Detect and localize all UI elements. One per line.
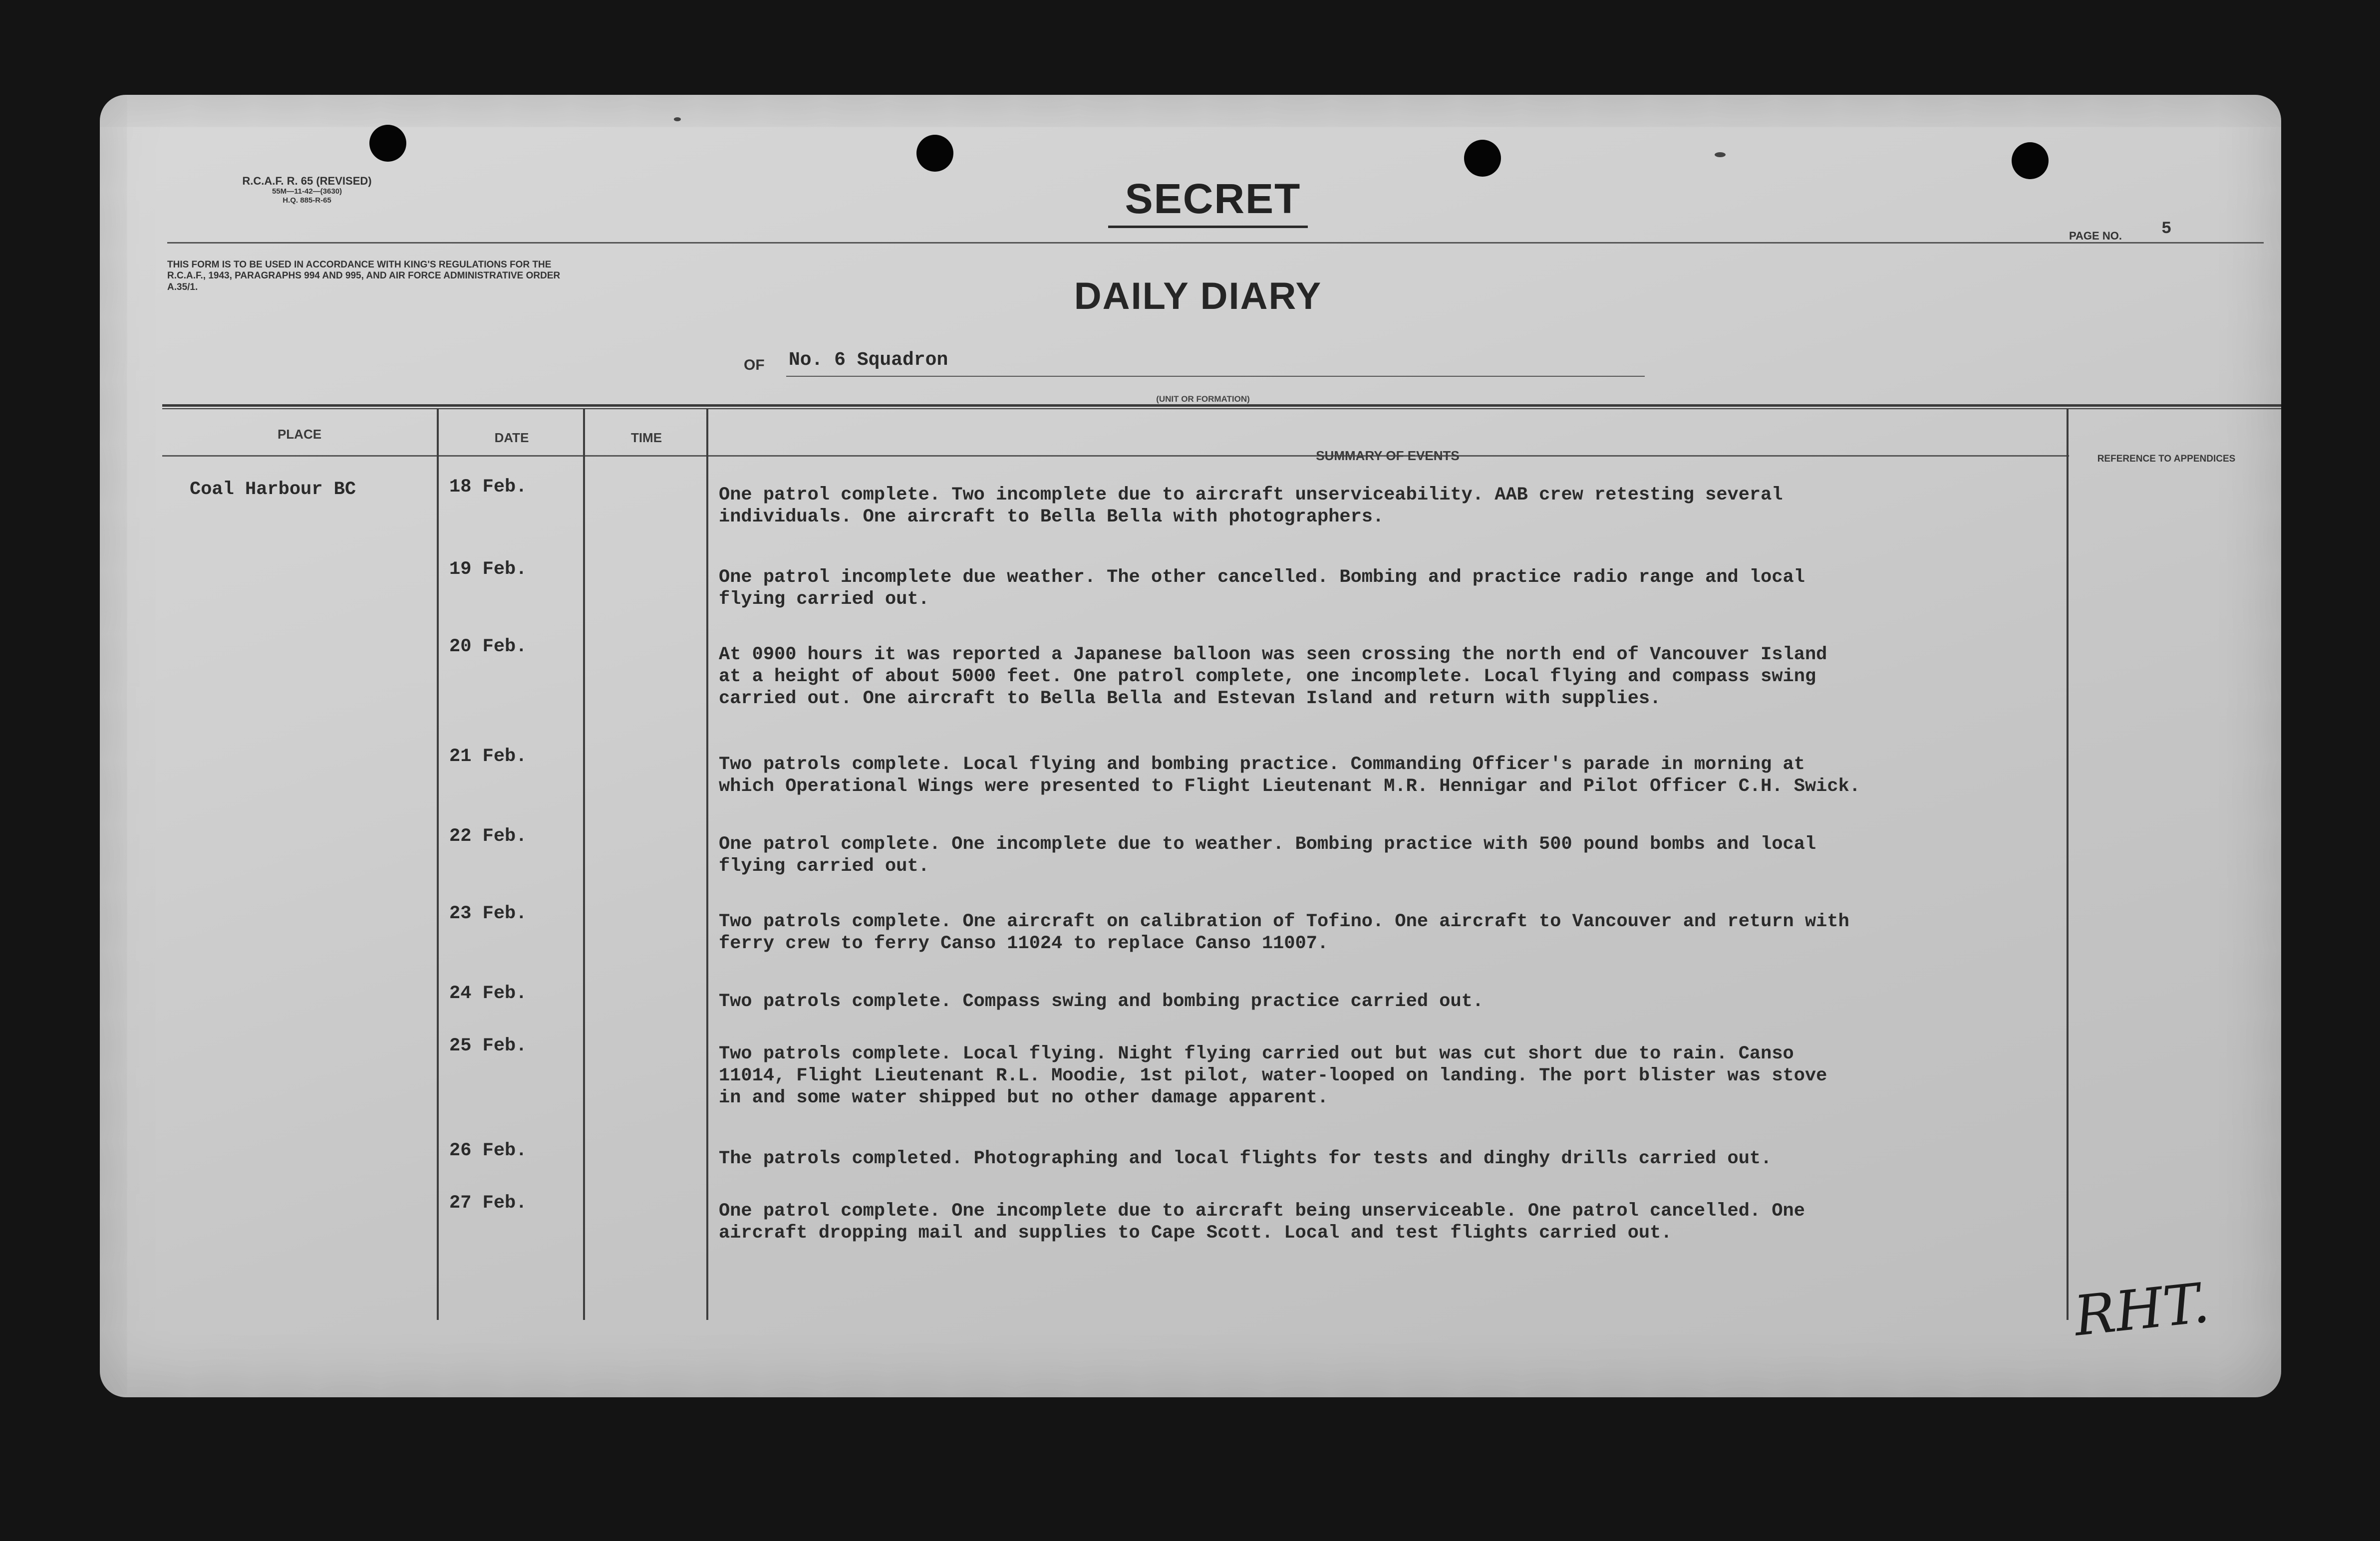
form-number: R.C.A.F. R. 65 (REVISED) xyxy=(242,175,372,187)
summary-line: ferry crew to ferry Canso 11024 to replace Canso 11007. xyxy=(719,933,1329,954)
place-value: Coal Harbour BC xyxy=(190,479,356,500)
speck xyxy=(1715,152,1726,157)
entry-summary xyxy=(719,1148,2067,1170)
page-number: 5 xyxy=(2161,220,2172,239)
unit-caption: (UNIT OR FORMATION) xyxy=(1156,394,1250,404)
summary-line: One patrol complete. Two incomplete due to aircraft unserviceability. AAB crew retesting several xyxy=(719,485,1783,506)
entry-summary xyxy=(719,833,2067,877)
entry-summary xyxy=(719,484,2067,528)
punch-hole xyxy=(916,135,953,172)
form-hq-code: H.Q. 885-R-65 xyxy=(283,196,331,205)
column-header-reference: REFERENCE TO APPENDICES xyxy=(2097,454,2236,464)
column-header-summary: SUMMARY OF EVENTS xyxy=(1316,448,1460,463)
entry-summary xyxy=(719,754,2067,797)
speck xyxy=(674,117,681,121)
classification-underline xyxy=(1108,226,1308,228)
table-top-rule xyxy=(162,404,2281,407)
summary-line: At 0900 hours it was reported a Japanese balloon was seen crossing the north end of Vancouver Island xyxy=(719,644,1827,665)
entry-date: 27 Feb. xyxy=(449,1193,527,1214)
summary-line: which Operational Wings were presented to Flight Lieutenant M.R. Hennigar and Pilot Officer C.H. Swick. xyxy=(719,776,1860,797)
column-header-date: DATE xyxy=(494,430,529,445)
column-divider xyxy=(583,409,585,1320)
summary-line: flying carried out. xyxy=(719,589,929,610)
form-print-code: 55M—11-42—(3630) xyxy=(272,187,342,196)
punch-hole xyxy=(1464,140,1501,177)
summary-line: individuals. One aircraft to Bella Bella with photographers. xyxy=(719,507,1384,527)
summary-line: Two patrols complete. Local flying and bombing practice. Commanding Officer's parade in morning at xyxy=(719,754,1805,775)
unit-underline xyxy=(786,376,1645,377)
column-divider xyxy=(706,409,708,1320)
entry-summary xyxy=(719,1200,2067,1244)
column-header-time: TIME xyxy=(630,430,662,445)
form-identifier xyxy=(177,175,437,205)
summary-line: at a height of about 5000 feet. One patrol complete, one incomplete. Local flying and compass swing xyxy=(719,666,1816,687)
summary-line: aircraft dropping mail and supplies to Cape Scott. Local and test flights carried out. xyxy=(719,1223,1672,1244)
summary-line: Two patrols complete. Local flying. Night flying carried out but was cut short due to rain. Canso xyxy=(719,1043,1794,1064)
entry-date: 26 Feb. xyxy=(449,1140,527,1161)
signature-initials: RHT. xyxy=(2071,1271,2212,1348)
summary-line: One patrol complete. One incomplete due to aircraft being unserviceable. One patrol cancelled. One xyxy=(719,1201,1805,1222)
entry-date: 19 Feb. xyxy=(449,559,527,580)
summary-line: One patrol complete. One incomplete due to weather. Bombing practice with 500 pound bombs and local xyxy=(719,834,1816,855)
summary-line: flying carried out. xyxy=(719,856,929,877)
unit-name: No. 6 Squadron xyxy=(789,349,948,371)
page-number-label: PAGE NO. xyxy=(2069,230,2122,242)
column-header-place: PLACE xyxy=(277,427,322,442)
summary-line: in and some water shipped but no other damage apparent. xyxy=(719,1087,1329,1108)
column-divider xyxy=(437,409,439,1320)
summary-line: 11014, Flight Lieutenant R.L. Moodie, 1st pilot, water-looped on landing. The port blister was stove xyxy=(719,1065,1827,1086)
header-rule xyxy=(167,242,2264,244)
form-usage-note: THIS FORM IS TO BE USED IN ACCORDANCE WITH KING'S REGULATIONS FOR THE R.C.A.F., 1943, PARAGRAPHS 994 AND 995, AND AIR FORCE ADMINISTRATIVE ORDER A.35/1. xyxy=(167,259,561,292)
entry-date: 25 Feb. xyxy=(449,1035,527,1056)
summary-line: Two patrols complete. Compass swing and bombing practice carried out. xyxy=(719,991,1484,1012)
summary-line: Two patrols complete. One aircraft on calibration of Tofino. One aircraft to Vancouver and return with xyxy=(719,911,1849,932)
summary-line: carried out. One aircraft to Bella Bella and Estevan Island and return with supplies. xyxy=(719,688,1661,709)
column-divider xyxy=(2067,409,2069,1320)
entry-summary xyxy=(719,911,2067,955)
document-title: DAILY DIARY xyxy=(1074,275,1322,317)
entry-date: 22 Feb. xyxy=(449,826,527,847)
entry-date: 18 Feb. xyxy=(449,477,527,498)
entry-date: 23 Feb. xyxy=(449,903,527,924)
entry-summary xyxy=(719,644,2067,710)
entry-summary xyxy=(719,991,2067,1013)
entry-date: 20 Feb. xyxy=(449,636,527,657)
table-top-rule-thin xyxy=(162,408,2281,409)
punch-hole xyxy=(2012,142,2049,179)
punch-hole xyxy=(369,125,406,162)
entry-date: 21 Feb. xyxy=(449,746,527,767)
diary-card xyxy=(100,95,2281,1397)
entry-summary xyxy=(719,1043,2067,1109)
summary-line: One patrol incomplete due weather. The other cancelled. Bombing and practice radio range and local xyxy=(719,567,1805,588)
entry-date: 24 Feb. xyxy=(449,983,527,1004)
summary-line: The patrols completed. Photographing and local flights for tests and dinghy drills carried out. xyxy=(719,1148,1772,1169)
unit-of-label: OF xyxy=(744,357,765,373)
entry-summary xyxy=(719,566,2067,610)
classification-heading: SECRET xyxy=(1125,175,1301,222)
